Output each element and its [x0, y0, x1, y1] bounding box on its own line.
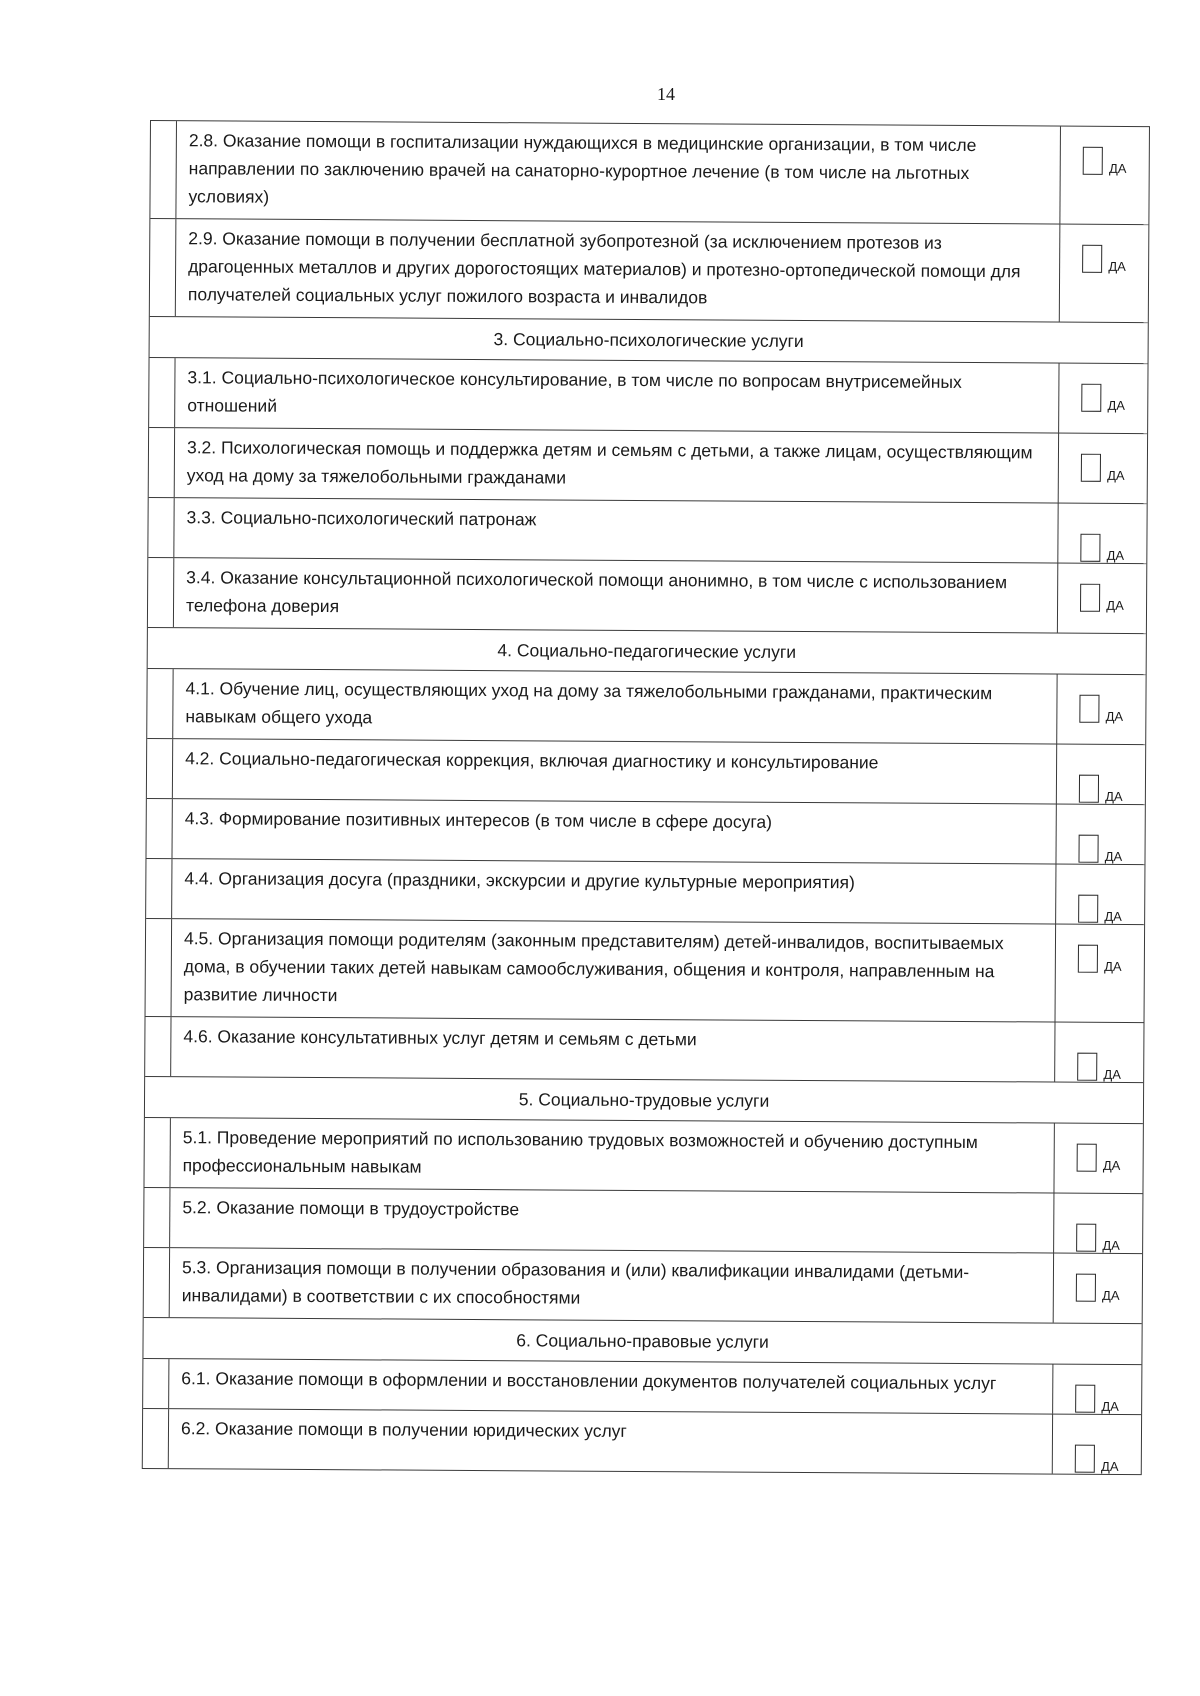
service-row — [149, 428, 1147, 504]
yes-label: ДА — [1106, 597, 1124, 613]
yes-label: ДА — [1108, 258, 1126, 274]
yes-label: ДА — [1100, 1458, 1119, 1474]
checkbox[interactable] — [1083, 147, 1103, 175]
yes-label: ДА — [1104, 848, 1123, 864]
checkbox[interactable] — [1080, 584, 1100, 612]
service-description: 4.4. Организация досуга (праздники, экскурсии и другие культурные мероприятия) — [172, 859, 1056, 923]
row-margin-cell — [148, 558, 174, 627]
service-row — [146, 859, 1144, 925]
service-description: 4.5. Организация помощи родителям (законным представителям) детей-инвалидов, воспитываемых дома, в обучении таких детей навыкам самообслуживания, общения и контроля, направленным на развитие личности — [172, 919, 1057, 1021]
service-description: 5.2. Оказание помощи в трудоустройстве — [170, 1188, 1054, 1252]
checkbox[interactable] — [1078, 945, 1098, 973]
yes-option[interactable] — [1054, 1254, 1142, 1324]
yes-label: ДА — [1104, 908, 1122, 924]
service-row — [145, 1017, 1143, 1083]
row-margin-cell — [146, 799, 172, 858]
yes-label: ДА — [1102, 1237, 1120, 1253]
service-description: 3.3. Социально-психологический патронаж — [174, 498, 1058, 562]
service-description: 6.2. Оказание помощи в получении юридических услуг — [169, 1409, 1053, 1473]
yes-label: ДА — [1102, 1287, 1120, 1303]
yes-option[interactable] — [1059, 434, 1147, 504]
checkbox[interactable] — [1080, 695, 1100, 723]
service-row — [146, 919, 1145, 1023]
yes-label: ДА — [1107, 467, 1125, 483]
service-row — [144, 1118, 1142, 1194]
service-row — [150, 121, 1149, 225]
yes-option[interactable] — [1053, 1365, 1141, 1415]
yes-option[interactable] — [1056, 925, 1145, 1023]
service-row — [143, 1409, 1141, 1474]
yes-label: ДА — [1102, 1157, 1121, 1173]
row-margin-cell — [150, 219, 177, 316]
service-row — [146, 799, 1144, 865]
row-margin-cell — [146, 859, 172, 918]
row-margin-cell — [144, 1188, 170, 1247]
yes-option[interactable] — [1057, 745, 1145, 805]
row-margin-cell — [144, 1118, 170, 1187]
row-margin-cell — [149, 428, 175, 497]
service-row — [148, 498, 1146, 564]
checkbox[interactable] — [1081, 454, 1101, 482]
service-row — [143, 1359, 1141, 1415]
service-description: 6.1. Оказание помощи в оформлении и восстановлении документов получателей социальных услуг — [169, 1359, 1053, 1413]
yes-option[interactable] — [1060, 225, 1149, 323]
checkbox[interactable] — [1081, 384, 1101, 412]
yes-label: ДА — [1108, 160, 1127, 176]
checkbox[interactable] — [1076, 1224, 1096, 1252]
checkbox[interactable] — [1075, 1445, 1095, 1473]
service-description: 4.1. Обучение лиц, осуществляющих уход на дому за тяжелобольными гражданами, практическим навыкам общего ухода — [173, 669, 1057, 743]
yes-option[interactable] — [1056, 865, 1144, 925]
checkbox[interactable] — [1077, 1144, 1097, 1172]
yes-option[interactable] — [1058, 564, 1146, 634]
services-table — [142, 120, 1150, 1475]
service-description: 2.9. Оказание помощи в получении бесплатной зубопротезной (за исключением протезов из драгоценных металлов и других дорогостоящих материалов) и протезно-ортопедической помощи для получателей социальных услуг пожилого возраста и инвалидов — [176, 219, 1061, 321]
row-margin-cell — [147, 739, 173, 798]
section-header: 3. Социально-психологические услуги — [150, 317, 1148, 364]
row-margin-cell — [143, 1359, 169, 1408]
service-row — [144, 1188, 1142, 1254]
page-number: 14 — [657, 84, 675, 104]
yes-label: ДА — [1107, 397, 1126, 413]
service-row — [147, 669, 1145, 745]
service-description: 4.3. Формирование позитивных интересов (в том числе в сфере досуга) — [172, 799, 1056, 863]
row-margin-cell — [149, 358, 175, 427]
yes-option[interactable] — [1057, 675, 1145, 745]
checkbox[interactable] — [1078, 895, 1098, 923]
yes-option[interactable] — [1054, 1124, 1142, 1194]
service-description: 3.1. Социально-психологическое консультирование, в том числе по вопросам внутрисемейных отношений — [175, 358, 1059, 432]
checkbox[interactable] — [1076, 1274, 1096, 1302]
row-margin-cell — [145, 1017, 171, 1076]
service-row — [144, 1248, 1142, 1324]
yes-label: ДА — [1101, 1398, 1119, 1414]
yes-option[interactable] — [1054, 1194, 1142, 1254]
service-description: 5.1. Проведение мероприятий по использованию трудовых возможностей и обучению доступным профессиональным навыкам — [170, 1118, 1054, 1192]
yes-label: ДА — [1106, 547, 1125, 563]
yes-option[interactable] — [1060, 127, 1149, 225]
section-header: 4. Социально-педагогические услуги — [148, 628, 1146, 675]
checkbox[interactable] — [1077, 1053, 1097, 1081]
yes-option[interactable] — [1059, 364, 1147, 434]
yes-option[interactable] — [1058, 504, 1146, 564]
service-description: 3.2. Психологическая помощь и поддержка детям и семьям с детьми, а также лицам, осуществляющим уход на дому за тяжелобольными гражданами — [175, 428, 1059, 502]
service-description: 2.8. Оказание помощи в госпитализации нуждающихся в медицинские организации, в том числе направлении по заключению врачей на санаторно-курортное лечение (в том числе на льготных условиях) — [176, 121, 1061, 223]
checkbox[interactable] — [1081, 534, 1101, 562]
yes-option[interactable] — [1056, 805, 1144, 865]
checkbox[interactable] — [1082, 245, 1102, 273]
yes-label: ДА — [1104, 958, 1122, 974]
service-row — [149, 358, 1147, 434]
section-header: 5. Социально-трудовые услуги — [145, 1077, 1143, 1124]
yes-label: ДА — [1105, 788, 1123, 804]
row-margin-cell — [144, 1248, 170, 1317]
yes-option[interactable] — [1055, 1023, 1143, 1083]
row-margin-cell — [147, 669, 173, 738]
yes-option[interactable] — [1053, 1415, 1141, 1475]
service-description: 4.2. Социально-педагогическая коррекция, включая диагностику и консультирование — [173, 739, 1057, 803]
checkbox[interactable] — [1075, 1385, 1095, 1413]
service-row — [150, 219, 1149, 323]
service-row — [148, 558, 1146, 634]
service-description: 5.3. Организация помощи в получении образования и (или) квалификации инвалидами (детьми-инвалидами) в соответствии с их способностями — [170, 1248, 1054, 1322]
section-header: 6. Социально-правовые услуги — [143, 1318, 1141, 1365]
row-margin-cell — [146, 919, 173, 1016]
yes-label: ДА — [1103, 1066, 1121, 1082]
checkbox[interactable] — [1079, 835, 1099, 863]
service-description: 4.6. Оказание консультативных услуг детям и семьям с детьми — [171, 1017, 1055, 1081]
service-row — [147, 739, 1145, 805]
service-description: 3.4. Оказание консультационной психологической помощи анонимно, в том числе с использованием телефона доверия — [174, 558, 1058, 632]
row-margin-cell — [150, 121, 177, 218]
checkbox[interactable] — [1079, 775, 1099, 803]
yes-label: ДА — [1105, 708, 1124, 724]
row-margin-cell — [143, 1409, 169, 1468]
row-margin-cell — [148, 498, 174, 557]
